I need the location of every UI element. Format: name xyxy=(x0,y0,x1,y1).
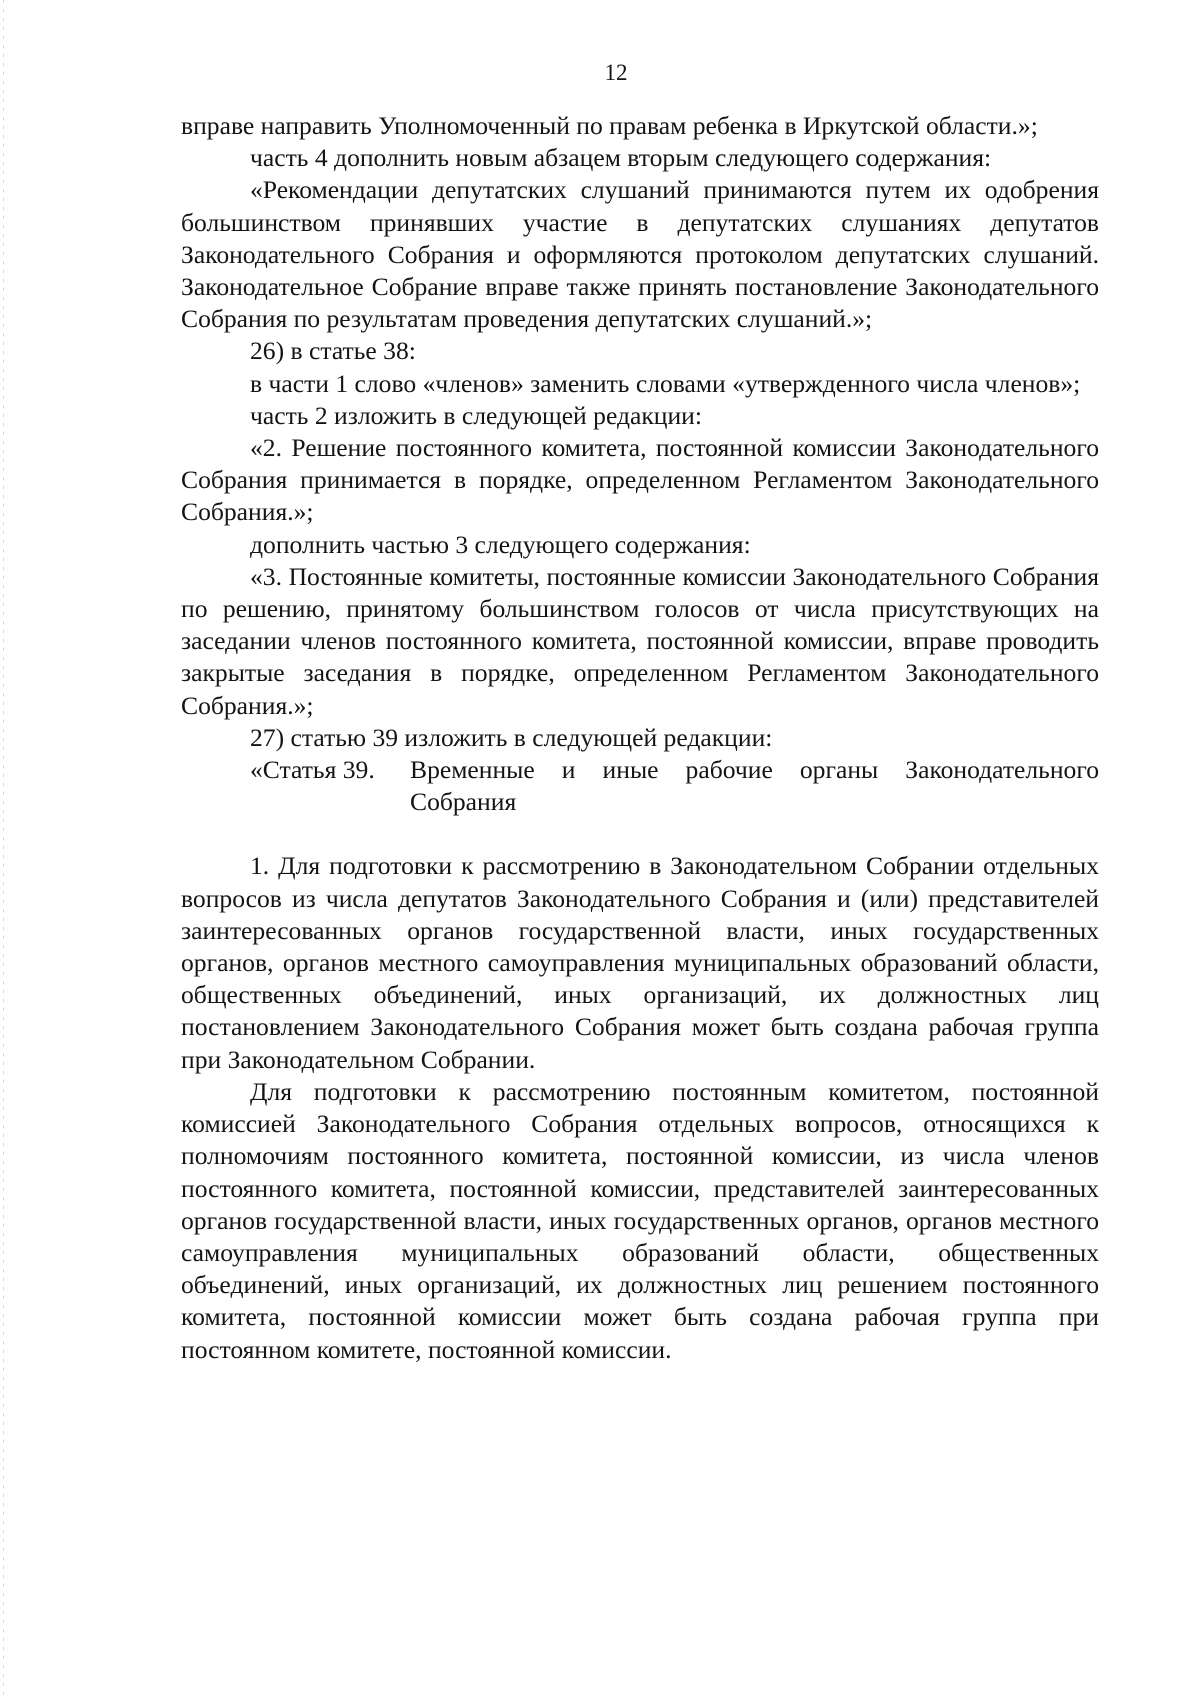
paragraph-item-26: 26) в статье 38: xyxy=(250,336,416,366)
paragraph-part3-quote: «3. Постоянные комитеты, постоянные комиссии Законодательного Собрания по решению, принятому большинством голосов от числа присутствующих на заседании членов постоянного комитета, постоянной комиссии, вправе проводить закрытые заседания в порядке, определенном Регламентом Законодательного Собрания.»; xyxy=(181,561,1099,720)
article-number: «Статья 39. xyxy=(250,755,375,785)
paragraph-recommendations-quote: «Рекомендации депутатских слушаний принимаются путем их одобрения большинством принявших участие в депутатских слушаниях депутатов Законодательного Собрания и оформляются протоколом депутатских слушаний. Законодательное Собрание вправе также принять постановление Законодательного Собрания по результатам проведения депутатских слушаний.»; xyxy=(181,175,1099,334)
article-title: Временные и иные рабочие органы Законодательного Собрания xyxy=(410,755,1099,817)
paragraph-amendment-part4: часть 4 дополнить новым абзацем вторым следующего содержания: xyxy=(250,143,992,173)
paragraph-part1-members: в части 1 слово «членов» заменить словами «утвержденного числа членов»; xyxy=(250,368,1081,398)
page-number: 12 xyxy=(604,60,628,85)
article-paragraph-2: Для подготовки к рассмотрению постоянным комитетом, постоянной комиссией Законодательного Собрания отдельных вопросов, относящихся к полномочиям постоянного комитета, постоянной комиссии, из числа членов постоянного комитета, постоянной комиссии, представителей заинтересованных органов государственной власти, иных государственных органов, органов местного самоуправления муниципальных образований области, общественных объединений, иных организаций, их должностных лиц решением постоянного комитета, постоянной комиссии может быть создана рабочая группа при постоянном комитете, постоянной комиссии. xyxy=(181,1076,1099,1364)
paragraph-part2-quote: «2. Решение постоянного комитета, постоянной комиссии Законодательного Собрания принимается в порядке, определенном Регламентом Законодательного Собрания.»; xyxy=(181,433,1099,527)
document-body xyxy=(181,110,1099,1366)
paragraph-part2-intro: часть 2 изложить в следующей редакции: xyxy=(250,400,702,430)
heading-spacer xyxy=(181,818,1099,850)
article-paragraph-1: 1. Для подготовки к рассмотрению в Законодательном Собрании отдельных вопросов из числа депутатов Законодательного Собрания и (или) представителей заинтересованных органов государственной власти, иных государственных органов, органов местного самоуправления муниципальных образований области, общественных объединений, иных организаций, их должностных лиц постановлением Законодательного Собрания может быть создана рабочая группа при Законодательном Собрании. xyxy=(181,851,1099,1074)
paragraph-item-27: 27) статью 39 изложить в следующей редакции: xyxy=(250,722,773,752)
scan-edge-artifact xyxy=(3,0,4,1697)
article-heading xyxy=(181,754,1099,818)
paragraph-part3-intro: дополнить частью 3 следующего содержания: xyxy=(250,529,751,559)
paragraph-continuation: вправе направить Уполномоченный по правам ребенка в Иркутской области.»; xyxy=(181,111,1038,140)
